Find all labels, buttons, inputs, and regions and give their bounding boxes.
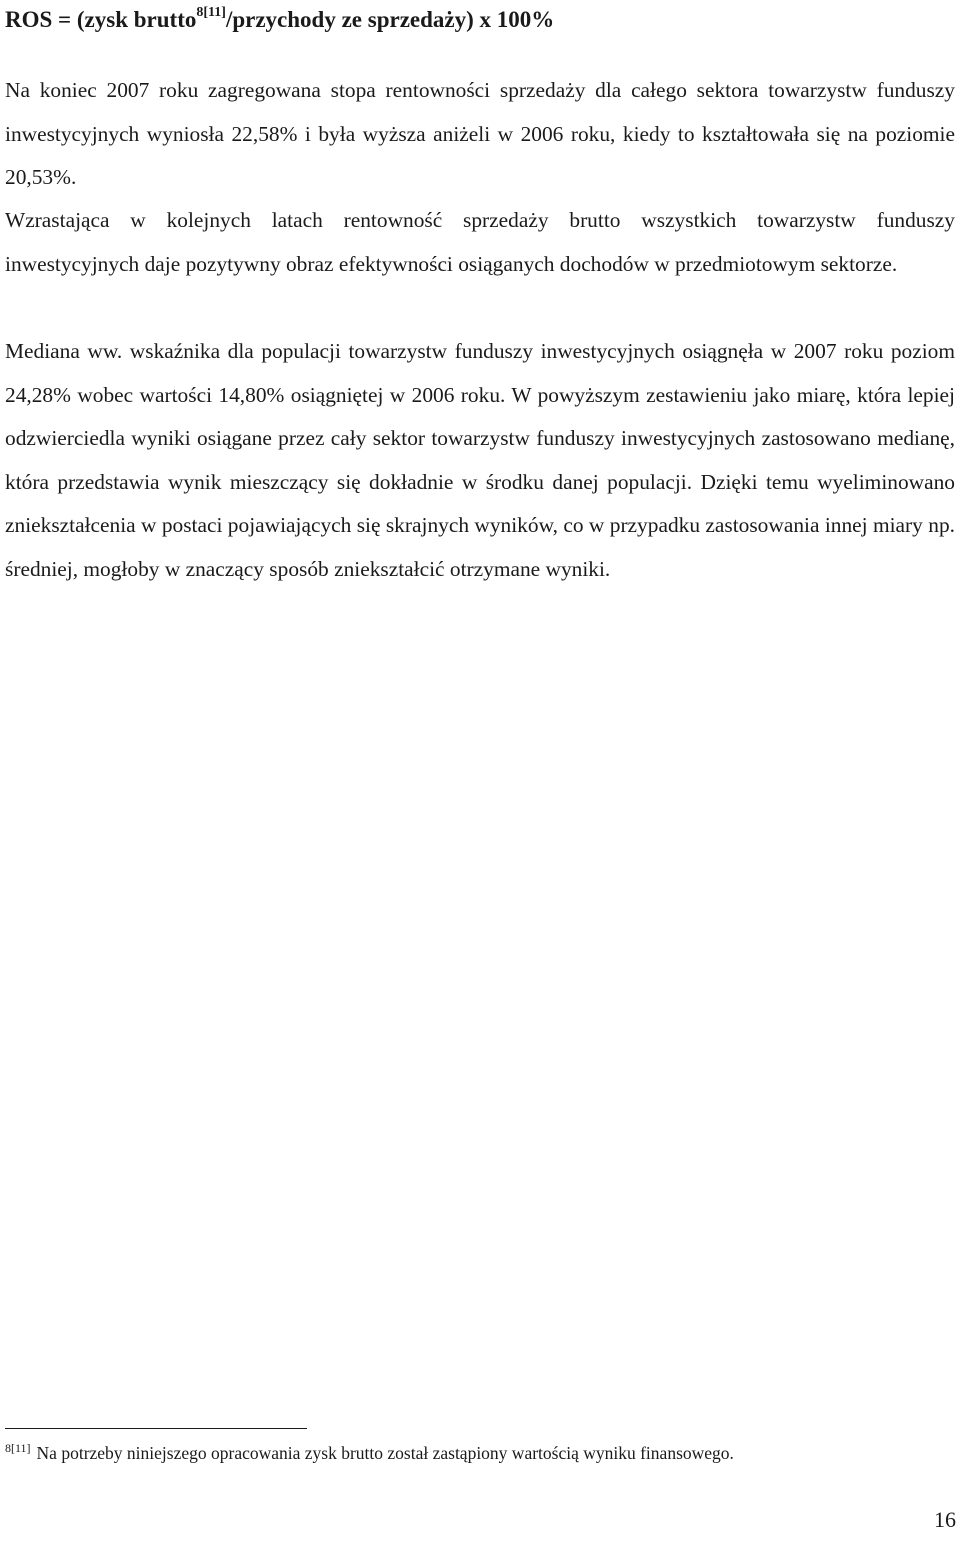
paragraph-median: Mediana ww. wskaźnika dla populacji towarzystw funduszy inwestycyjnych osiągnęła w 2007 roku poziom 24,28% wobec wartości 14,80% osiągniętej w 2006 roku. W powyższym zestawieniu jako miarę, która lepiej odzwierciedla wyniki osiągane przez cały sektor towarzystw funduszy inwestycyjnych zastosowano medianę, która przedstawia wynik mieszczący się dokładnie w środku danej populacji. Dzięki temu wyeliminowano zniekształcenia w postaci pojawiających się skrajnych wyników, co w przypadku zastosowania innej miary np. średniej, mogłoby w znaczący sposób zniekształcić otrzymane wyniki. (5, 339, 955, 581)
page-number: 16 (934, 1507, 956, 1532)
formula-suffix: /przychody ze sprzedaży) x 100% (225, 7, 555, 32)
footnote-text: Na potrzeby niniejszego opracowania zysk brutto został zastąpiony wartością wyniku finansowego. (36, 1443, 734, 1463)
paragraph-growing-profitability: Wzrastająca w kolejnych latach rentowność sprzedaży brutto wszystkich towarzystw funduszy inwestycyjnych daje pozytywny obraz efektywności osiąganych dochodów w przedmiotowym sektorze. (5, 208, 955, 276)
footnote-mark: 8[11] (5, 1441, 31, 1456)
paragraph-aggregate-ros: Na koniec 2007 roku zagregowana stopa rentowności sprzedaży dla całego sektora towarzystw funduszy inwestycyjnych wyniosła 22,58% i była wyższa aniżeli w 2006 roku, kiedy to kształtowała się na poziomie 20,53%. (5, 78, 955, 190)
footnote-separator (5, 1428, 307, 1429)
footnote (5, 1440, 734, 1466)
ros-formula (5, 2, 554, 38)
formula-footnote-ref[interactable]: 8[11] (196, 5, 226, 21)
formula-prefix: ROS = (zysk brutto (5, 7, 197, 32)
